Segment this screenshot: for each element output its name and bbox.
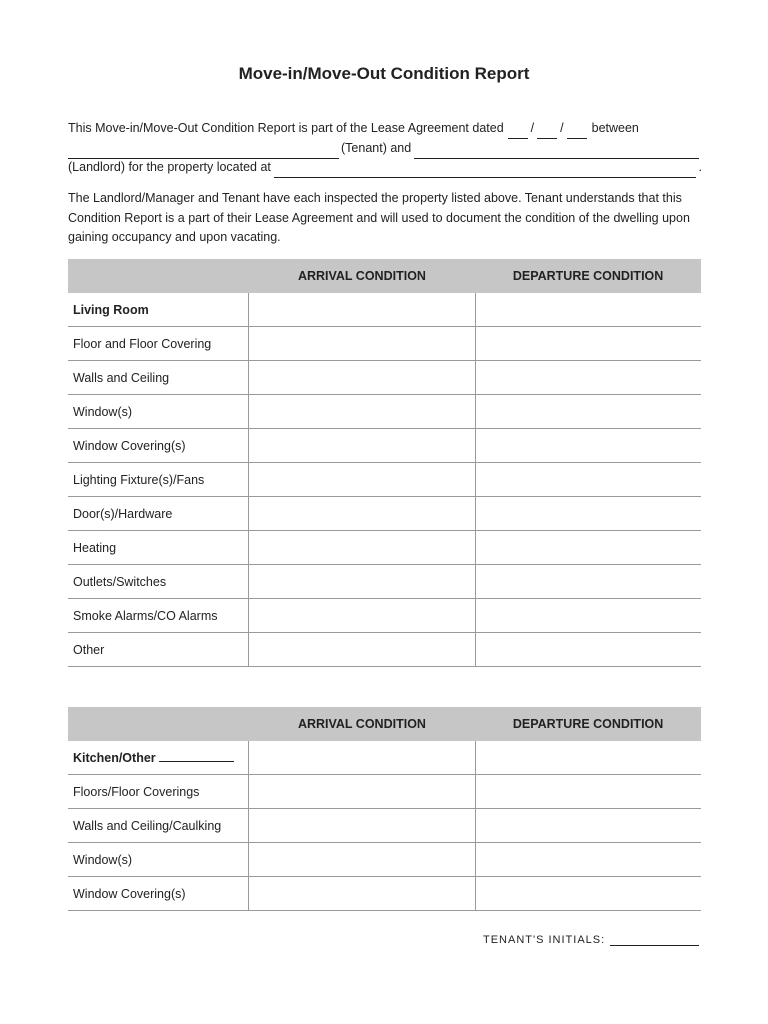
row-label: Window(s) — [68, 843, 249, 877]
header-arrival-condition: ARRIVAL CONDITION — [249, 707, 475, 741]
row-label: Outlets/Switches — [68, 565, 249, 599]
departure-cell[interactable] — [475, 293, 701, 327]
kitchen-table — [68, 707, 701, 911]
landlord-label: (Landlord) for the property located at — [68, 160, 271, 174]
arrival-cell[interactable] — [249, 565, 475, 599]
table-row — [68, 395, 701, 429]
intro-period: . — [698, 160, 702, 174]
landlord-name-field[interactable] — [414, 145, 699, 159]
departure-cell[interactable] — [475, 599, 701, 633]
date-year-field[interactable] — [567, 125, 587, 139]
tenant-initials-field[interactable] — [610, 932, 699, 946]
row-label: Other — [68, 633, 249, 667]
header-departure-condition: DEPARTURE CONDITION — [475, 707, 701, 741]
row-label: Window Covering(s) — [68, 429, 249, 463]
row-label: Floors/Floor Coverings — [68, 775, 249, 809]
date-separator-2: / — [560, 121, 564, 135]
section-label-text: Kitchen/Other — [73, 751, 156, 765]
table-section-row — [68, 741, 701, 775]
tenant-name-field[interactable] — [68, 145, 339, 159]
intro-line-1 — [68, 119, 702, 139]
table-row — [68, 429, 701, 463]
row-label: Smoke Alarms/CO Alarms — [68, 599, 249, 633]
table-header-row — [68, 707, 701, 741]
row-label: Lighting Fixture(s)/Fans — [68, 463, 249, 497]
arrival-cell[interactable] — [249, 463, 475, 497]
intro-between-text: between — [591, 121, 639, 135]
departure-cell[interactable] — [475, 741, 701, 775]
row-label: Floor and Floor Covering — [68, 327, 249, 361]
arrival-cell[interactable] — [249, 809, 475, 843]
row-label: Window(s) — [68, 395, 249, 429]
arrival-cell[interactable] — [249, 361, 475, 395]
section-label-living-room: Living Room — [68, 293, 249, 327]
departure-cell[interactable] — [475, 395, 701, 429]
tenant-initials — [483, 932, 702, 946]
row-label: Walls and Ceiling/Caulking — [68, 809, 249, 843]
header-blank — [68, 259, 249, 293]
living-room-table — [68, 259, 701, 667]
departure-cell[interactable] — [475, 531, 701, 565]
arrival-cell[interactable] — [249, 843, 475, 877]
departure-cell[interactable] — [475, 775, 701, 809]
intro-lease-text: This Move-in/Move-Out Condition Report is part of the Lease Agreement dated — [68, 121, 504, 135]
row-label: Walls and Ceiling — [68, 361, 249, 395]
departure-cell[interactable] — [475, 809, 701, 843]
table-row — [68, 843, 701, 877]
row-label: Window Covering(s) — [68, 877, 249, 911]
arrival-cell[interactable] — [249, 741, 475, 775]
page-title: Move-in/Move-Out Condition Report — [238, 64, 530, 83]
arrival-cell[interactable] — [249, 599, 475, 633]
property-address-field[interactable] — [274, 164, 696, 178]
table-row — [68, 361, 701, 395]
row-label: Door(s)/Hardware — [68, 497, 249, 531]
tenant-label: (Tenant) and — [341, 141, 412, 155]
inspection-paragraph: The Landlord/Manager and Tenant have each inspected the property listed above. Tenant understands that this Condition Report is a part of their Lease Agreement and will used to document the condition of the dwelling upon gaining occupancy and upon vacating. — [68, 191, 690, 244]
date-day-field[interactable] — [537, 125, 557, 139]
table-row — [68, 877, 701, 911]
departure-cell[interactable] — [475, 429, 701, 463]
row-label: Heating — [68, 531, 249, 565]
header-departure-condition: DEPARTURE CONDITION — [475, 259, 701, 293]
arrival-cell[interactable] — [249, 531, 475, 565]
departure-cell[interactable] — [475, 633, 701, 667]
departure-cell[interactable] — [475, 877, 701, 911]
table-row — [68, 531, 701, 565]
arrival-cell[interactable] — [249, 497, 475, 531]
header-arrival-condition: ARRIVAL CONDITION — [249, 259, 475, 293]
arrival-cell[interactable] — [249, 293, 475, 327]
header-blank — [68, 707, 249, 741]
table-row — [68, 497, 701, 531]
arrival-cell[interactable] — [249, 429, 475, 463]
date-month-field[interactable] — [508, 125, 528, 139]
table-row — [68, 633, 701, 667]
kitchen-other-name-field[interactable] — [159, 750, 234, 762]
intro-line-2 — [68, 139, 702, 159]
departure-cell[interactable] — [475, 327, 701, 361]
table-row — [68, 565, 701, 599]
departure-cell[interactable] — [475, 497, 701, 531]
departure-cell[interactable] — [475, 565, 701, 599]
date-separator-1: / — [530, 121, 535, 135]
arrival-cell[interactable] — [249, 877, 475, 911]
arrival-cell[interactable] — [249, 395, 475, 429]
table-row — [68, 599, 701, 633]
departure-cell[interactable] — [475, 361, 701, 395]
table-row — [68, 775, 701, 809]
table-row — [68, 809, 701, 843]
arrival-cell[interactable] — [249, 633, 475, 667]
arrival-cell[interactable] — [249, 327, 475, 361]
table-header-row — [68, 259, 701, 293]
tenant-initials-label: TENANT'S INITIALS: — [483, 934, 606, 946]
table-row — [68, 327, 701, 361]
table-section-row — [68, 293, 701, 327]
departure-cell[interactable] — [475, 843, 701, 877]
departure-cell[interactable] — [475, 463, 701, 497]
section-label-kitchen — [68, 741, 249, 775]
intro-line-3 — [68, 158, 702, 178]
arrival-cell[interactable] — [249, 775, 475, 809]
table-row — [68, 463, 701, 497]
